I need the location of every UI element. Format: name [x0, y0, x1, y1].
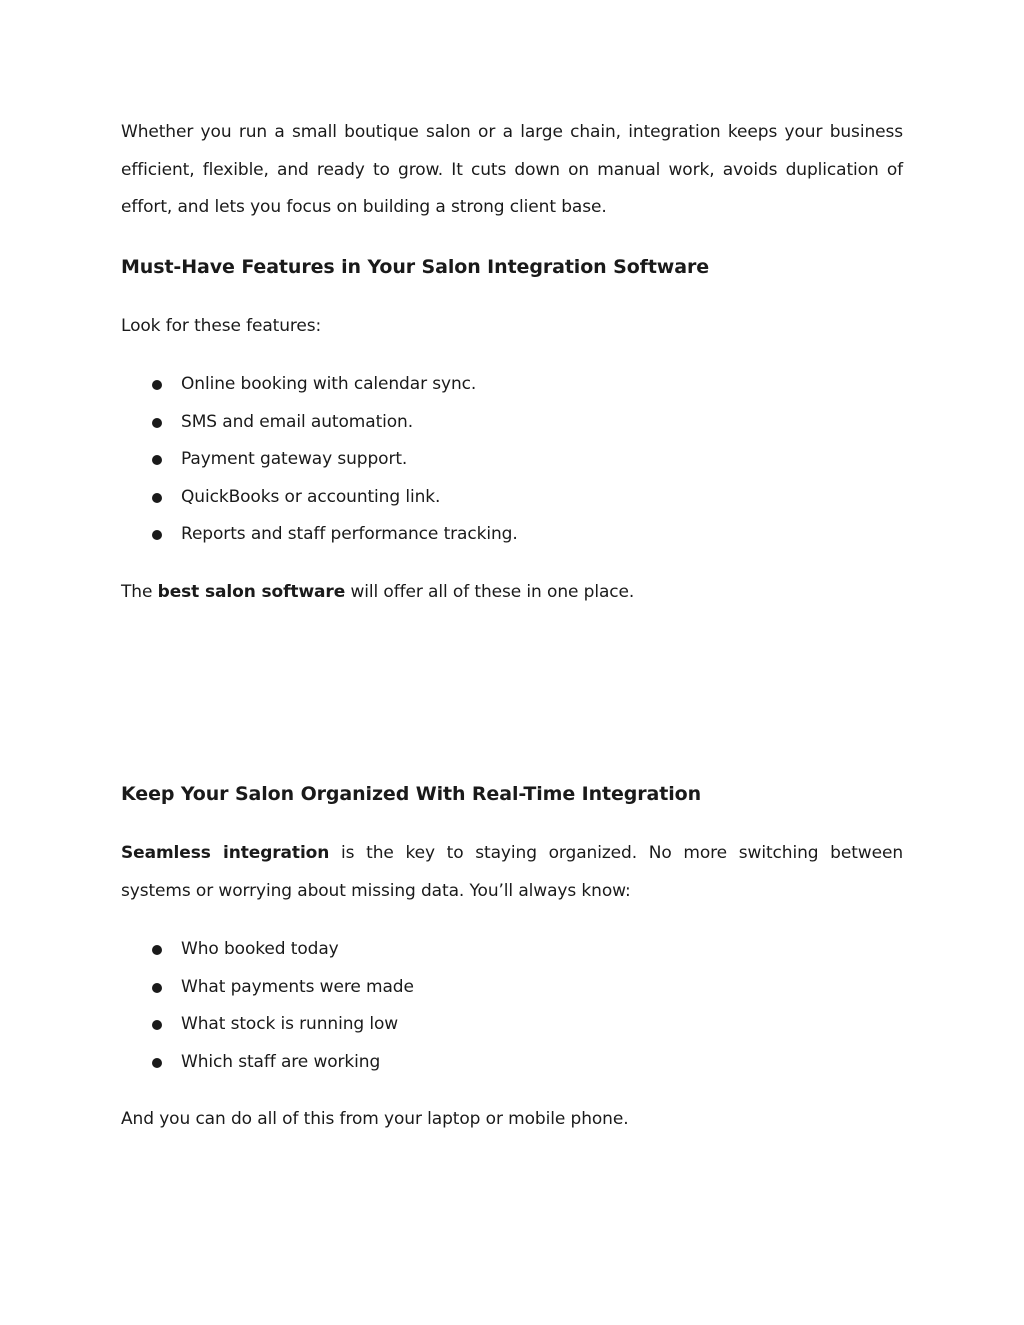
list-item: Who booked today: [121, 931, 414, 969]
bullet-icon: [152, 1020, 162, 1030]
features-list: [121, 366, 518, 554]
best-salon-software-emphasis: best salon software: [157, 582, 346, 602]
organized-closing: And you can do all of this from your laptop or mobile phone.: [121, 1109, 629, 1129]
bullet-icon: [152, 455, 162, 465]
list-item: Online booking with calendar sync.: [121, 366, 518, 404]
list-item: Which staff are working: [121, 1044, 414, 1082]
organized-heading: Keep Your Salon Organized With Real-Time Integration: [121, 783, 702, 805]
bullet-icon: [152, 493, 162, 503]
list-item: Payment gateway support.: [121, 441, 518, 479]
bullet-icon: [152, 530, 162, 540]
bullet-icon: [152, 983, 162, 993]
list-item: QuickBooks or accounting link.: [121, 479, 518, 517]
bullet-icon: [152, 1058, 162, 1068]
organized-paragraph: Seamless integration is the key to staying organized. No more switching between systems or worrying about missing data. You’ll always know:: [121, 843, 903, 901]
features-closing: The best salon software will offer all of these in one place.: [121, 582, 635, 602]
intro-paragraph: Whether you run a small boutique salon or a large chain, integration keeps your business efficient, flexible, and ready to grow. It cuts down on manual work, avoids duplication of effort, and lets you focus on building a strong client base.: [121, 122, 903, 218]
bullet-icon: [152, 418, 162, 428]
list-item: What payments were made: [121, 969, 414, 1007]
seamless-integration-emphasis: Seamless integration: [121, 843, 330, 863]
features-lead: Look for these features:: [121, 316, 322, 336]
list-item: SMS and email automation.: [121, 404, 518, 442]
bullet-icon: [152, 945, 162, 955]
know-list: [121, 931, 414, 1081]
list-item: Reports and staff performance tracking.: [121, 516, 518, 554]
bullet-icon: [152, 380, 162, 390]
features-heading: Must-Have Features in Your Salon Integration Software: [121, 256, 710, 278]
list-item: What stock is running low: [121, 1006, 414, 1044]
